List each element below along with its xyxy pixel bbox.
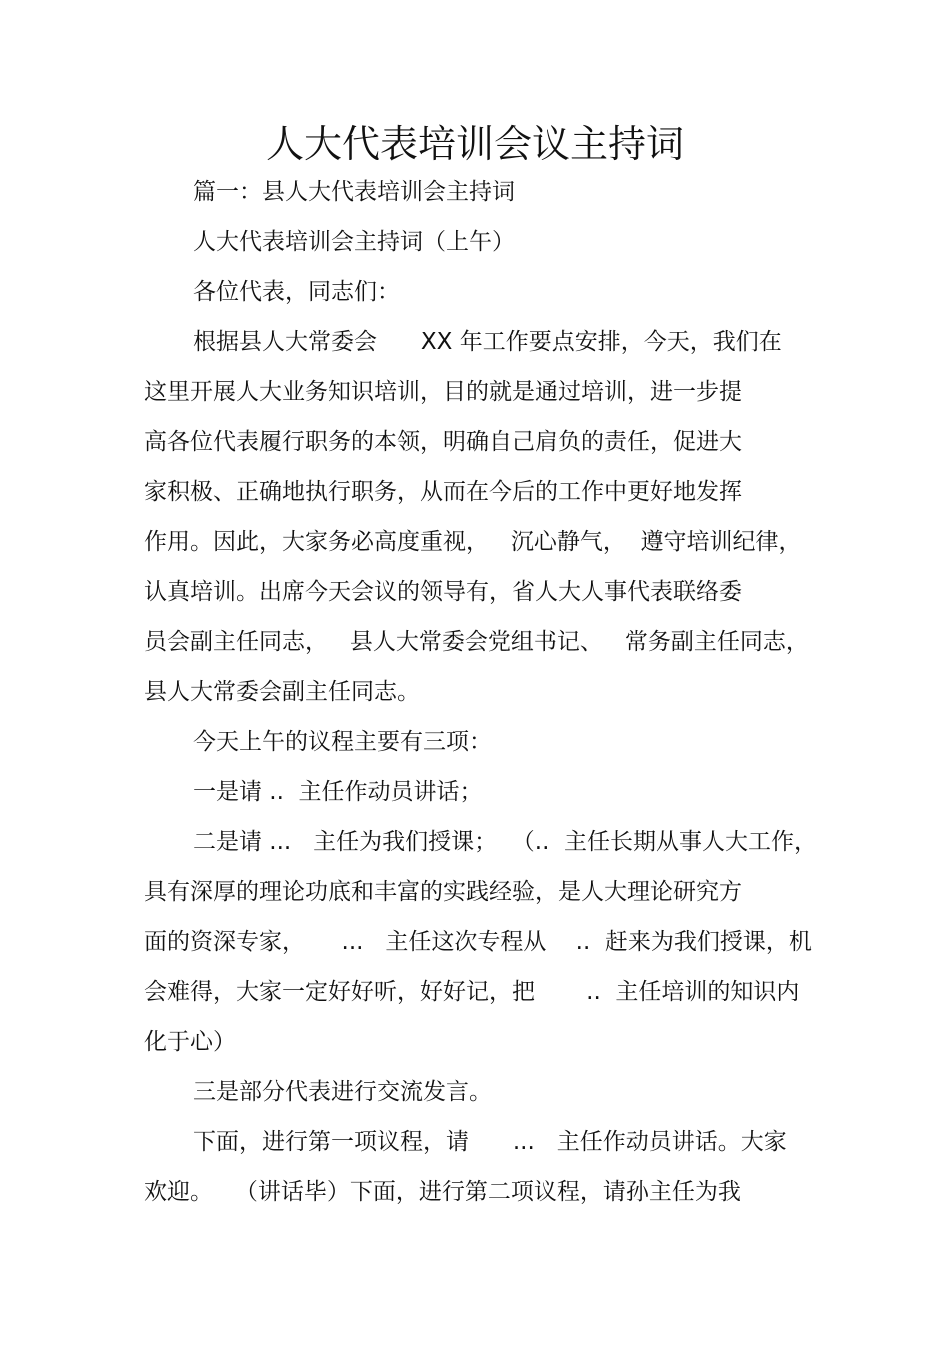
paragraph-line: 面的资深专家， ... 主任这次专程从 .. 赶来为我们授课，机 bbox=[144, 929, 812, 955]
paragraph-line: 这里开展人大业务知识培训，目的就是通过培训，进一步提 bbox=[144, 379, 742, 405]
subheading: 人大代表培训会主持词（上午） bbox=[193, 229, 515, 255]
section-heading: 篇一：县人大代表培训会主持词 bbox=[193, 179, 515, 205]
paragraph-line: 认真培训。出席今天会议的领导有，省人大人事代表联络委 bbox=[144, 579, 742, 605]
paragraph-line: 欢迎。 （讲话毕）下面，进行第二项议程，请孙主任为我 bbox=[144, 1179, 741, 1205]
paragraph-line: 员会副主任同志， 县人大常委会党组书记、 常务副主任同志， bbox=[144, 629, 809, 655]
agenda-item-3: 三是部分代表进行交流发言。 bbox=[193, 1079, 492, 1105]
paragraph-line: 作用。因此，大家务必高度重视， 沉心静气， 遵守培训纪律， bbox=[144, 529, 802, 555]
paragraph-line: 化于心） bbox=[144, 1029, 236, 1055]
paragraph-line: 下面，进行第一项议程，请 ... 主任作动员讲话。大家 bbox=[193, 1129, 787, 1155]
paragraph-line: 具有深厚的理论功底和丰富的实践经验，是人大理论研究方 bbox=[144, 879, 742, 905]
salutation: 各位代表，同志们： bbox=[193, 279, 400, 305]
paragraph-line: 县人大常委会副主任同志。 bbox=[144, 679, 420, 705]
agenda-item-1: 一是请 .. 主任作动员讲话； bbox=[193, 779, 483, 805]
paragraph-line: 高各位代表履行职务的本领，明确自己肩负的责任，促进大 bbox=[144, 429, 742, 455]
paragraph-line: 今天上午的议程主要有三项： bbox=[193, 729, 492, 755]
document-title: 人大代表培训会议主持词 bbox=[265, 122, 684, 166]
paragraph-line: 家积极、正确地执行职务，从而在今后的工作中更好地发挥 bbox=[144, 479, 742, 505]
agenda-item-2: 二是请 ... 主任为我们授课； （.. 主任长期从事人大工作， bbox=[193, 829, 818, 855]
paragraph-line: 会难得，大家一定好好听，好好记，把 .. 主任培训的知识内 bbox=[144, 979, 800, 1005]
paragraph-line: 根据县人大常委会 XX 年工作要点安排，今天，我们在 bbox=[193, 329, 782, 355]
